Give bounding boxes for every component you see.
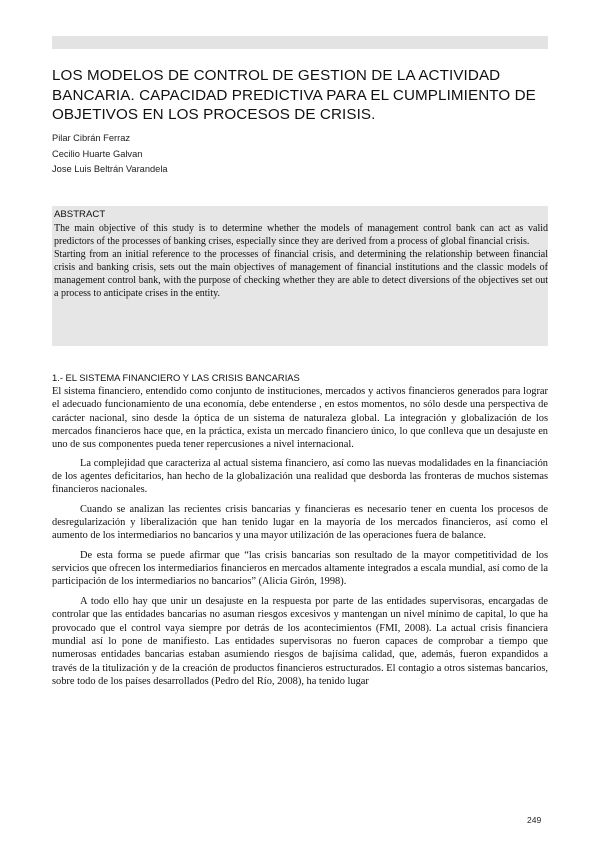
abstract-paragraph: Starting from an initial reference to the processes of financial crisis, and determining the relationship between financial crisis and banking crisis, sets out the main objectives of management of financial institutions and the classic models of management control bank, with the purpose of checking whether they are able to detect diversions of the objectives set out a process to anticipate crises in the entity. (54, 249, 548, 300)
body-paragraph: Cuando se analizan las recientes crisis bancarias y financieras es necesario tener en cuenta los procesos de desregularización y liberalización que han tenido lugar en la mayoría de los mercados financieros, así como el aumento de los intermediarios no bancarios y una mayor utilización de las operaciones fuera de balance. (52, 503, 548, 542)
body-paragraph: A todo ello hay que unir un desajuste en la respuesta por parte de las entidades supervisoras, encargadas de controlar que las entidades bancarias no asuman riesgos excesivos y mantengan un nivel mínimo de capital, lo que ha provocado que el control vaya siempre por detrás de los acontecimientos (FMI, 2008). La actual crisis financiera mundial así lo pone de manifiesto. Las entidades supervisoras no fueron capaces de comprobar a tiempo que numerosas entidades bancarias estaban asumiendo riesgos de bajísima calidad, que, además, fueron expandidos a través de la titulización y de la creación de productos financieros estructurados. El contagio a otros sistemas bancarios, sobre todo de los países desarrollados (Pedro del Río, 2008), ha tenido lugar (52, 595, 548, 687)
author-name: Cecilio Huarte Galvan (52, 148, 143, 159)
body-text (52, 385, 548, 694)
header-bar (52, 36, 548, 49)
body-paragraph: De esta forma se puede afirmar que “las crisis bancarias son resultado de la mayor competitividad de los servicios que ofrecen los intermediarios financieros en mercados altamente integrados a escala mundial, así como de la participación de los intermediarios no bancarios” (Alicia Girón, 1998). (52, 549, 548, 588)
author-name: Jose Luis Beltrán Varandela (52, 164, 168, 174)
abstract-paragraph: The main objective of this study is to determine whether the models of management control bank can act as valid predictors of the processes of banking crises, especially since they are derived from a process of global financial crisis. (54, 223, 548, 248)
body-paragraph: La complejidad que caracteriza al actual sistema financiero, así como las nuevas modalidades en la financiación de los agentes deficitarios, han hecho de la globalización una realidad que desborda las fronteras de muchos sistemas financieros nacionales. (52, 457, 548, 496)
abstract-heading: ABSTRACT (54, 209, 106, 220)
author-list (52, 131, 452, 178)
section-heading: 1.- EL SISTEMA FINANCIERO Y LAS CRISIS BANCARIAS (52, 372, 300, 383)
page-number: 249 (527, 815, 542, 825)
body-paragraph: El sistema financiero, entendido como conjunto de instituciones, mercados y activos financieros generados para lograr el adecuado funcionamiento de una economía, debe entenderse , en estos momentos, no sólo desde una perspectiva de carácter nacional, sino desde la óptica de un sistema de naturaleza global. La integración y globalización de los mercados financieros hace que, en la práctica, exista un mercado financiero único, lo que conlleva que un desajuste en uno de sus componentes pueda tener repercusiones a nivel internacional. (52, 386, 548, 451)
abstract-box (52, 206, 548, 346)
paper-title: LOS MODELOS DE CONTROL DE GESTION DE LA ACTIVIDAD BANCARIA. CAPACIDAD PREDICTIVA PARA EL CUMPLIMIENTO DE OBJETIVOS EN LOS PROCESOS DE CRISIS. (52, 67, 536, 123)
author-name: Pilar Cibrán Ferraz (52, 133, 131, 143)
